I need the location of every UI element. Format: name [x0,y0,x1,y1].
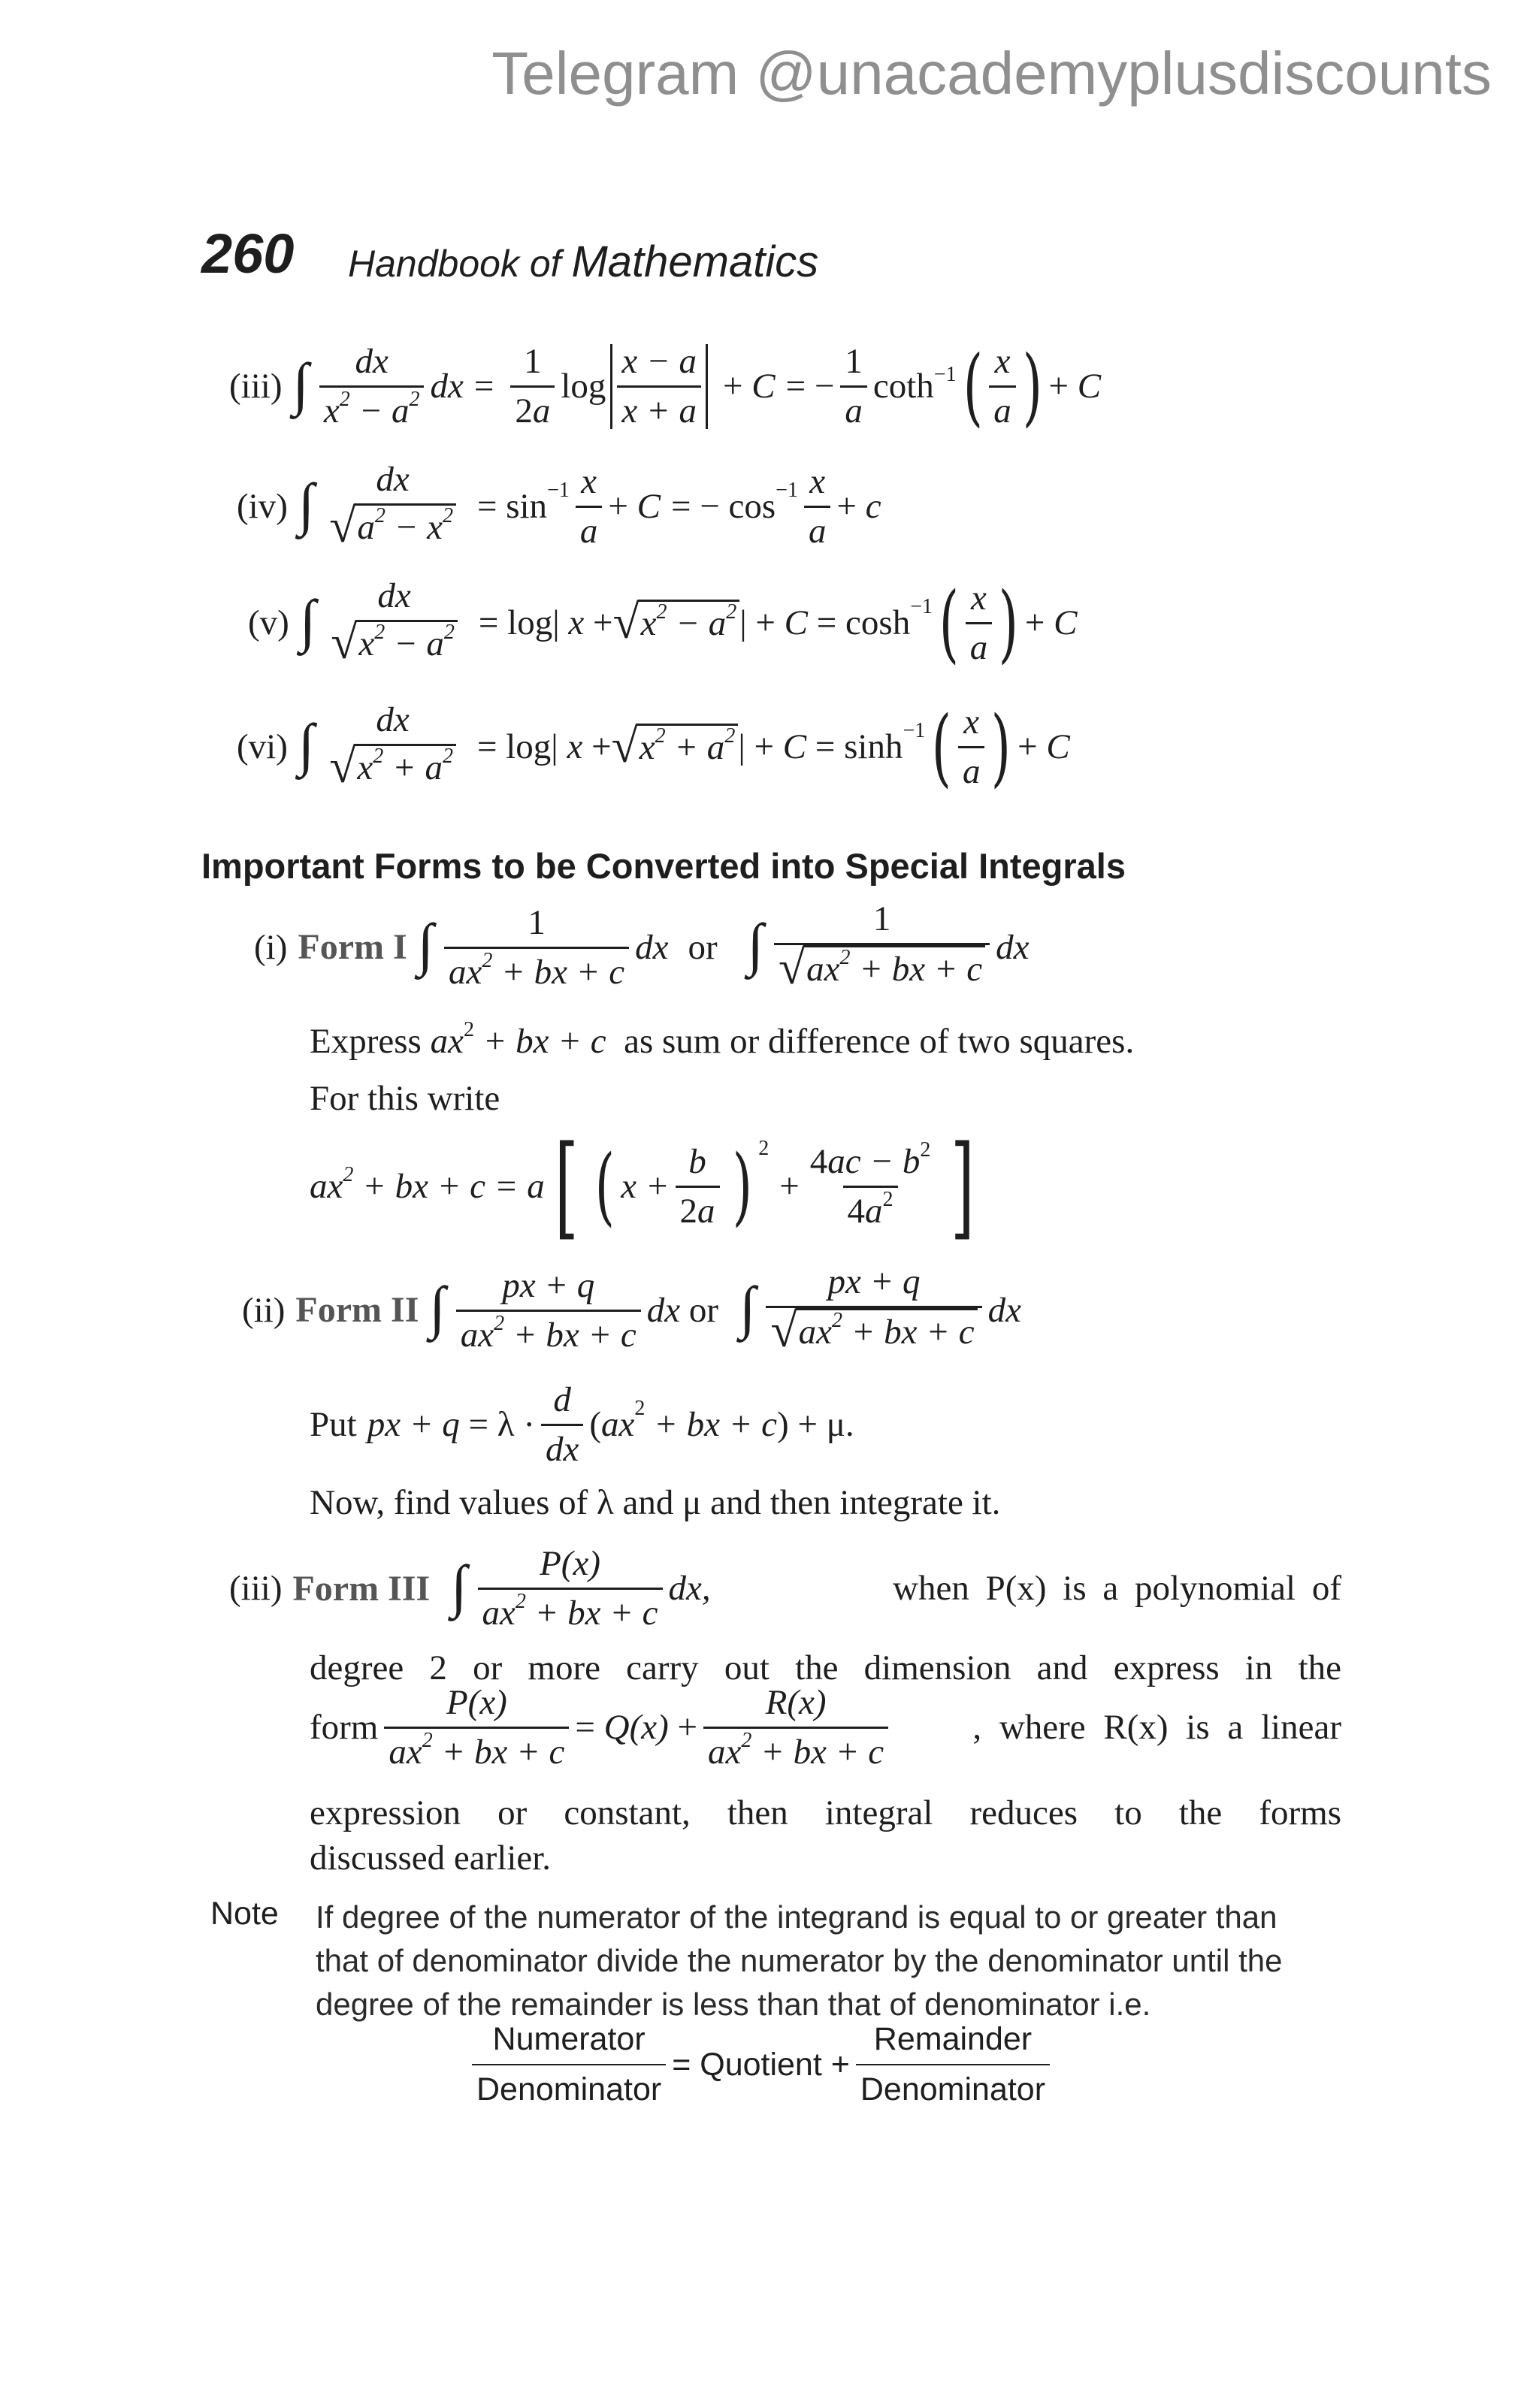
book-title-main: Mathematics [571,237,819,286]
watermark: Telegram @unacademyplusdiscounts [491,40,1492,107]
when-text: when P(x) is a polynomial of [893,1569,1341,1608]
section-heading: Important Forms to be Converted into Special Integrals [201,846,1126,886]
formula-label: (v) [248,603,289,642]
page-number: 260 [201,222,295,285]
put-text: Put [310,1405,357,1444]
form-iii-line-5: discussed earlier. [310,1838,552,1878]
form-iii: (iii) Form III ∫ $\frac{P(x)}{ax^2 + bx + c}$ dx, when P(x) is a polynomial of [229,1544,1341,1633]
denominator-text-2: Denominator [856,2064,1050,2108]
form-iii-line-4: expression or constant, then integral reduces to the forms [310,1793,1341,1832]
formula-label: (vi) [237,727,288,766]
form-i-completion: $ax^2$ + bx + c = a [ ( x + $\frac{b}{2a}$ ) $^2$ + $\frac{4ac - b^2}{4a^2}$ ] [310,1122,975,1251]
note-text: If degree of the numerator of the integrand is equal to or greater than that of denominator divide the numerator by the denominator until the degree of the remainder is less than that of denominator i.e. [316,1899,1283,2022]
form-name: Form III [292,1568,431,1609]
form-iii-form: form $\frac{P(x)}{ax^2 + bx + c}$ = Q(x) + $\frac{R(x)}{ax^2 + bx + c}$ , where R(x) is a linear [310,1683,1341,1772]
form-ii-text: Now, find values of λ and μ and then integrate it. [310,1483,1001,1522]
formula-iv: (iv) ∫ dx √ $a^2 - x^2$ = sin $^{-1}$ $\frac{x}{a}$ + C = − cos $^{-1}$ $\frac{x}{a}$ + c [237,460,881,552]
or-text: or [688,1290,719,1330]
note-formula [466,2021,1056,2108]
where-text: , where R(x) is a linear [972,1708,1341,1747]
form-ii-put: Put px + q = λ · $\frac{d}{dx}$ ( ax $^2$ + bx + c ) + μ. [310,1380,854,1469]
formula-v: (v) ∫ dx √ $x^2 - a^2$ = log| x + √ $x^2 - a^2$ | + C = cosh $^{-1}$ ( $\frac{x}{a}$ ) + C [248,574,1078,672]
form-i-text-2: For this write [310,1079,500,1118]
note-label: Note [210,1896,279,1932]
form-i-text-1: Express $ax^2$ + bx + c as sum or difference of two squares. [310,1018,1135,1061]
remainder-text: Remainder [873,2021,1033,2057]
form-iii-line-2: degree 2 or more carry out the dimension and express in the [310,1648,1341,1687]
form-i: (i) Form I ∫ $\frac{1}{ax^2 + bx + c}$ dx or ∫ 1 √ $ax^2$ + bx + c dx [254,899,1030,994]
formula-vi: (vi) ∫ dx √ $x^2 + a^2$ = log| x + √ $x^2 + a^2$ | + C = sinh $^{-1}$ ( $\frac{x}{a}$ ) + C [237,698,1070,796]
form-label: (i) [254,927,288,967]
form-name: Form II [295,1290,419,1330]
form-ii: (ii) Form II ∫ $\frac{px + q}{ax^2 + bx + c}$ dx or ∫ px + q √ $ax^2$ + bx + c dx [242,1262,1021,1357]
denominator-text: Denominator [472,2064,666,2108]
book-title [348,237,818,287]
book-title-prefix: Handbook of [348,243,561,285]
formula-iii: (iii) ∫ $\frac{dx}{x^2 - a^2}$ dx = $\frac{1}{2a}$ log $\frac{x - a}{x + a}$ + C = − $\frac{1}{a}$ coth$^{-1}$ ( $\frac{x}{a}$ ) + C [229,337,1102,436]
quotient-text: = Quotient + [672,2046,850,2083]
form-name: Form I [298,927,407,967]
form-text: form [310,1708,379,1747]
formula-label: (iii) [229,367,283,406]
form-label: (ii) [242,1290,286,1330]
or-text: or [688,927,718,967]
form-label: (iii) [229,1569,283,1608]
numerator-text: Numerator [492,2021,646,2057]
formula-label: (iv) [237,487,288,526]
